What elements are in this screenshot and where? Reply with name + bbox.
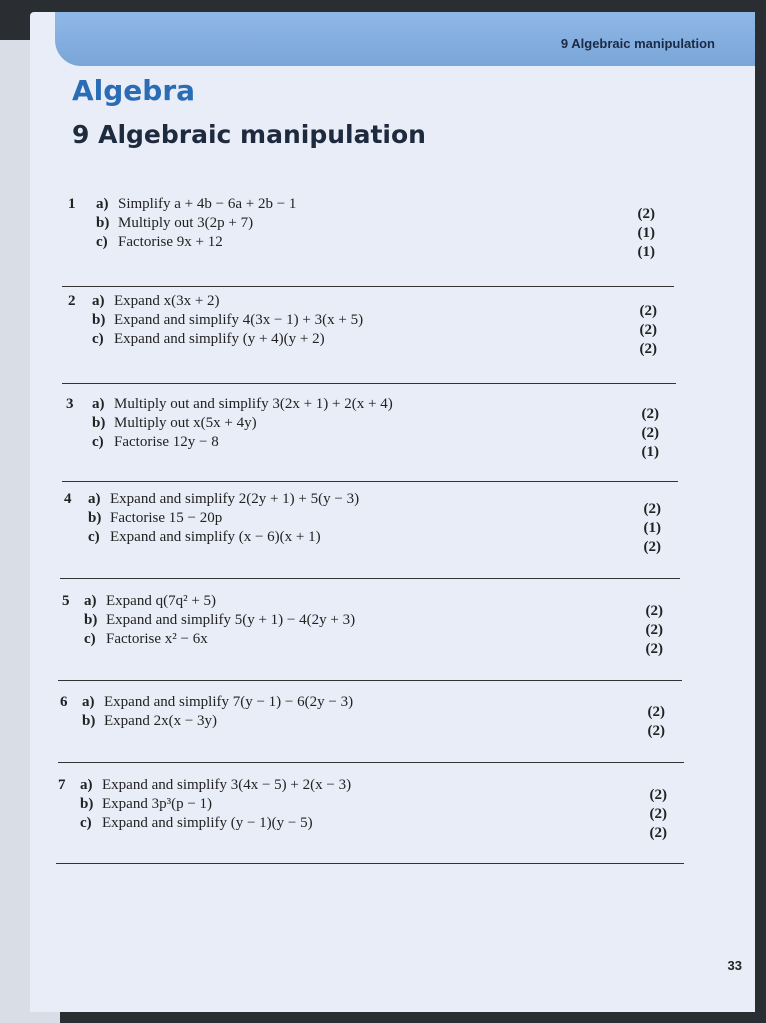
question-part: [88, 510, 222, 527]
question-divider: [62, 286, 674, 287]
question-part: [80, 815, 313, 832]
question-divider: [62, 383, 676, 384]
question-part: [92, 331, 325, 348]
header-band: [55, 12, 755, 66]
part-marks: (2): [645, 641, 663, 657]
question-part: [96, 196, 296, 213]
part-label: a): [84, 593, 97, 609]
page-number: 33: [727, 958, 742, 973]
question-number: 5: [62, 593, 70, 609]
question-divider: [58, 680, 682, 681]
part-marks: (2): [649, 806, 667, 822]
part-label: a): [92, 396, 105, 412]
question-part: [80, 796, 212, 813]
question-number: 6: [60, 694, 68, 710]
part-label: b): [84, 612, 98, 628]
part-label: b): [80, 796, 94, 812]
part-marks: (1): [641, 444, 659, 460]
part-text: Simplify a + 4b − 6a + 2b − 1: [118, 196, 297, 212]
part-marks: (2): [643, 501, 661, 517]
question-part: [92, 293, 220, 310]
part-marks: (2): [643, 539, 661, 555]
part-label: c): [80, 815, 92, 831]
part-text: Factorise 12y − 8: [114, 434, 219, 450]
part-marks: (2): [637, 206, 655, 222]
part-text: Expand and simplify 4(3x − 1) + 3(x + 5): [114, 312, 364, 328]
question-part: [92, 312, 363, 329]
question-part: [84, 593, 216, 610]
part-label: a): [82, 694, 95, 710]
part-marks: (1): [643, 520, 661, 536]
question-part: [84, 612, 355, 629]
part-label: b): [88, 510, 102, 526]
question-number: 4: [64, 491, 72, 507]
chapter-title: 9 Algebraic manipulation: [72, 120, 426, 149]
part-label: b): [82, 713, 96, 729]
part-text: Expand and simplify 7(y − 1) − 6(2y − 3): [104, 694, 354, 710]
part-marks: (1): [637, 244, 655, 260]
part-text: Multiply out and simplify 3(2x + 1) + 2(x + 4): [114, 396, 393, 412]
part-marks: (2): [645, 622, 663, 638]
part-text: Expand x(3x + 2): [114, 293, 220, 309]
question-part: [82, 694, 353, 711]
question-part: [96, 215, 253, 232]
part-label: c): [96, 234, 108, 250]
question-part: [92, 396, 393, 413]
part-text: Expand and simplify 3(4x − 5) + 2(x − 3): [102, 777, 352, 793]
part-text: Multiply out 3(2p + 7): [118, 215, 254, 231]
question-divider: [60, 578, 680, 579]
question-divider: [56, 863, 684, 864]
part-label: c): [92, 434, 104, 450]
part-marks: (2): [639, 341, 657, 357]
part-label: a): [96, 196, 109, 212]
part-label: b): [92, 415, 106, 431]
part-text: Factorise 15 − 20p: [110, 510, 223, 526]
part-text: Expand 2x(x − 3y): [104, 713, 218, 729]
part-marks: (2): [639, 303, 657, 319]
part-text: Expand and simplify 2(2y + 1) + 5(y − 3): [110, 491, 360, 507]
part-marks: (2): [645, 603, 663, 619]
part-text: Multiply out x(5x + 4y): [114, 415, 257, 431]
question-part: [92, 415, 257, 432]
part-marks: (2): [649, 825, 667, 841]
part-label: c): [84, 631, 96, 647]
question-part: [88, 491, 359, 508]
part-text: Expand 3p³(p − 1): [102, 796, 213, 812]
part-marks: (2): [647, 704, 665, 720]
part-marks: (2): [639, 322, 657, 338]
question-divider: [58, 762, 684, 763]
part-marks: (2): [641, 425, 659, 441]
part-label: a): [80, 777, 93, 793]
question-part: [82, 713, 217, 730]
part-marks: (2): [641, 406, 659, 422]
part-text: Expand and simplify (y + 4)(y + 2): [114, 331, 325, 347]
question-part: [80, 777, 351, 794]
question-number: 1: [68, 196, 76, 212]
question-part: [92, 434, 219, 451]
part-marks: (2): [649, 787, 667, 803]
part-text: Expand and simplify (x − 6)(x + 1): [110, 529, 321, 545]
part-label: c): [92, 331, 104, 347]
part-label: c): [88, 529, 100, 545]
part-text: Factorise x² − 6x: [106, 631, 208, 647]
section-title: Algebra: [72, 74, 196, 107]
question-number: 3: [66, 396, 74, 412]
question-part: [96, 234, 223, 251]
question-divider: [62, 481, 678, 482]
question-number: 2: [68, 293, 76, 309]
running-header: 9 Algebraic manipulation: [560, 36, 715, 51]
part-label: a): [88, 491, 101, 507]
part-text: Expand and simplify 5(y + 1) − 4(2y + 3): [106, 612, 356, 628]
part-text: Factorise 9x + 12: [118, 234, 223, 250]
part-label: b): [96, 215, 110, 231]
part-text: Expand q(7q² + 5): [106, 593, 217, 609]
part-marks: (1): [637, 225, 655, 241]
part-text: Expand and simplify (y − 1)(y − 5): [102, 815, 313, 831]
question-number: 7: [58, 777, 66, 793]
question-part: [88, 529, 321, 546]
part-marks: (2): [647, 723, 665, 739]
part-label: a): [92, 293, 105, 309]
question-part: [84, 631, 208, 648]
part-label: b): [92, 312, 106, 328]
